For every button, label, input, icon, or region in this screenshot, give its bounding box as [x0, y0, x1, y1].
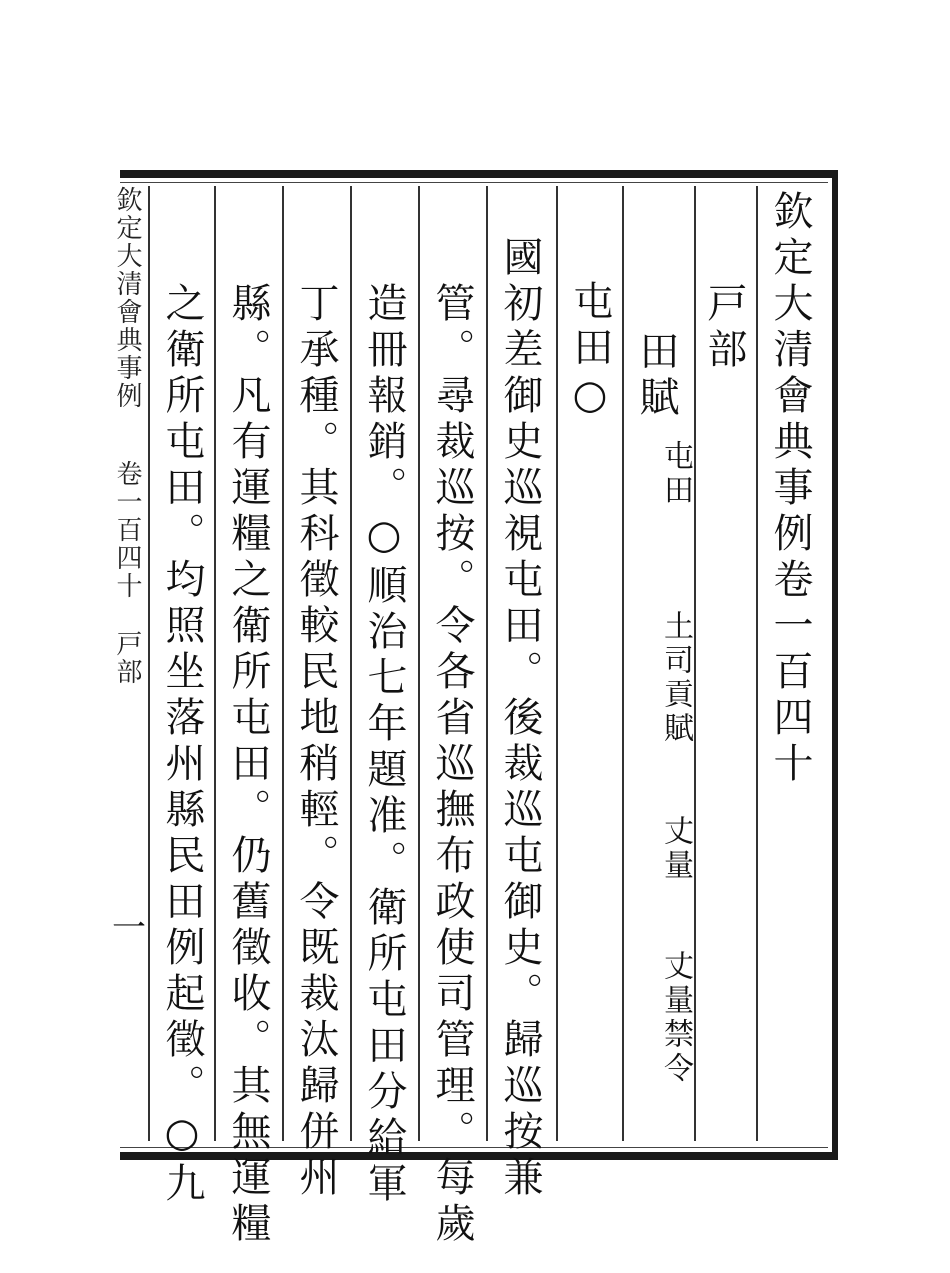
- topic-tusi-gongfu: 土司貢賦: [658, 610, 693, 746]
- column-rule: [418, 186, 420, 1141]
- column-rule: [622, 186, 624, 1141]
- body-column-5: 縣。凡有運糧之衛所屯田。仍舊徵收。其無運糧: [225, 282, 271, 1248]
- column-rule: [486, 186, 488, 1141]
- subsection-label: 田賦: [633, 330, 679, 422]
- margin-volume: 卷一百四十: [112, 460, 142, 600]
- column-rule: [556, 186, 558, 1141]
- margin-title: 欽定大清會典事例: [112, 186, 142, 410]
- column-rule: [148, 186, 150, 1141]
- heading-tuntian: 屯田○: [567, 280, 613, 424]
- body-column-6: 之衛所屯田。均照坐落州縣民田例起徵。○九: [159, 282, 205, 1208]
- body-column-3: 造冊報銷。○順治七年題准。衛所屯田分給軍: [361, 282, 407, 1208]
- topic-zhangliang-jinling: 丈量禁令: [658, 950, 693, 1086]
- topic-tuntian: 屯田: [658, 440, 693, 508]
- body-column-2: 管。尋裁巡按。令各省巡撫布政使司管理。每歲: [429, 282, 475, 1248]
- body-column-4: 丁承種。其科徵較民地稍輕。令既裁汰歸併州: [293, 282, 339, 1202]
- column-rule: [214, 186, 216, 1141]
- margin-section: 戸部: [112, 630, 142, 686]
- column-rule: [350, 186, 352, 1141]
- page-number: 一: [112, 908, 146, 948]
- section-label: 戸部: [701, 282, 747, 374]
- column-rule: [694, 186, 696, 1141]
- body-column-1: 國初差御史巡視屯田。後裁巡屯御史。歸巡按兼: [497, 236, 543, 1202]
- column-rule: [282, 186, 284, 1141]
- column-rule: [756, 186, 758, 1141]
- topic-zhangliang: 丈量: [658, 815, 693, 883]
- document-title: 欽定大清會典事例卷一百四十: [767, 190, 813, 788]
